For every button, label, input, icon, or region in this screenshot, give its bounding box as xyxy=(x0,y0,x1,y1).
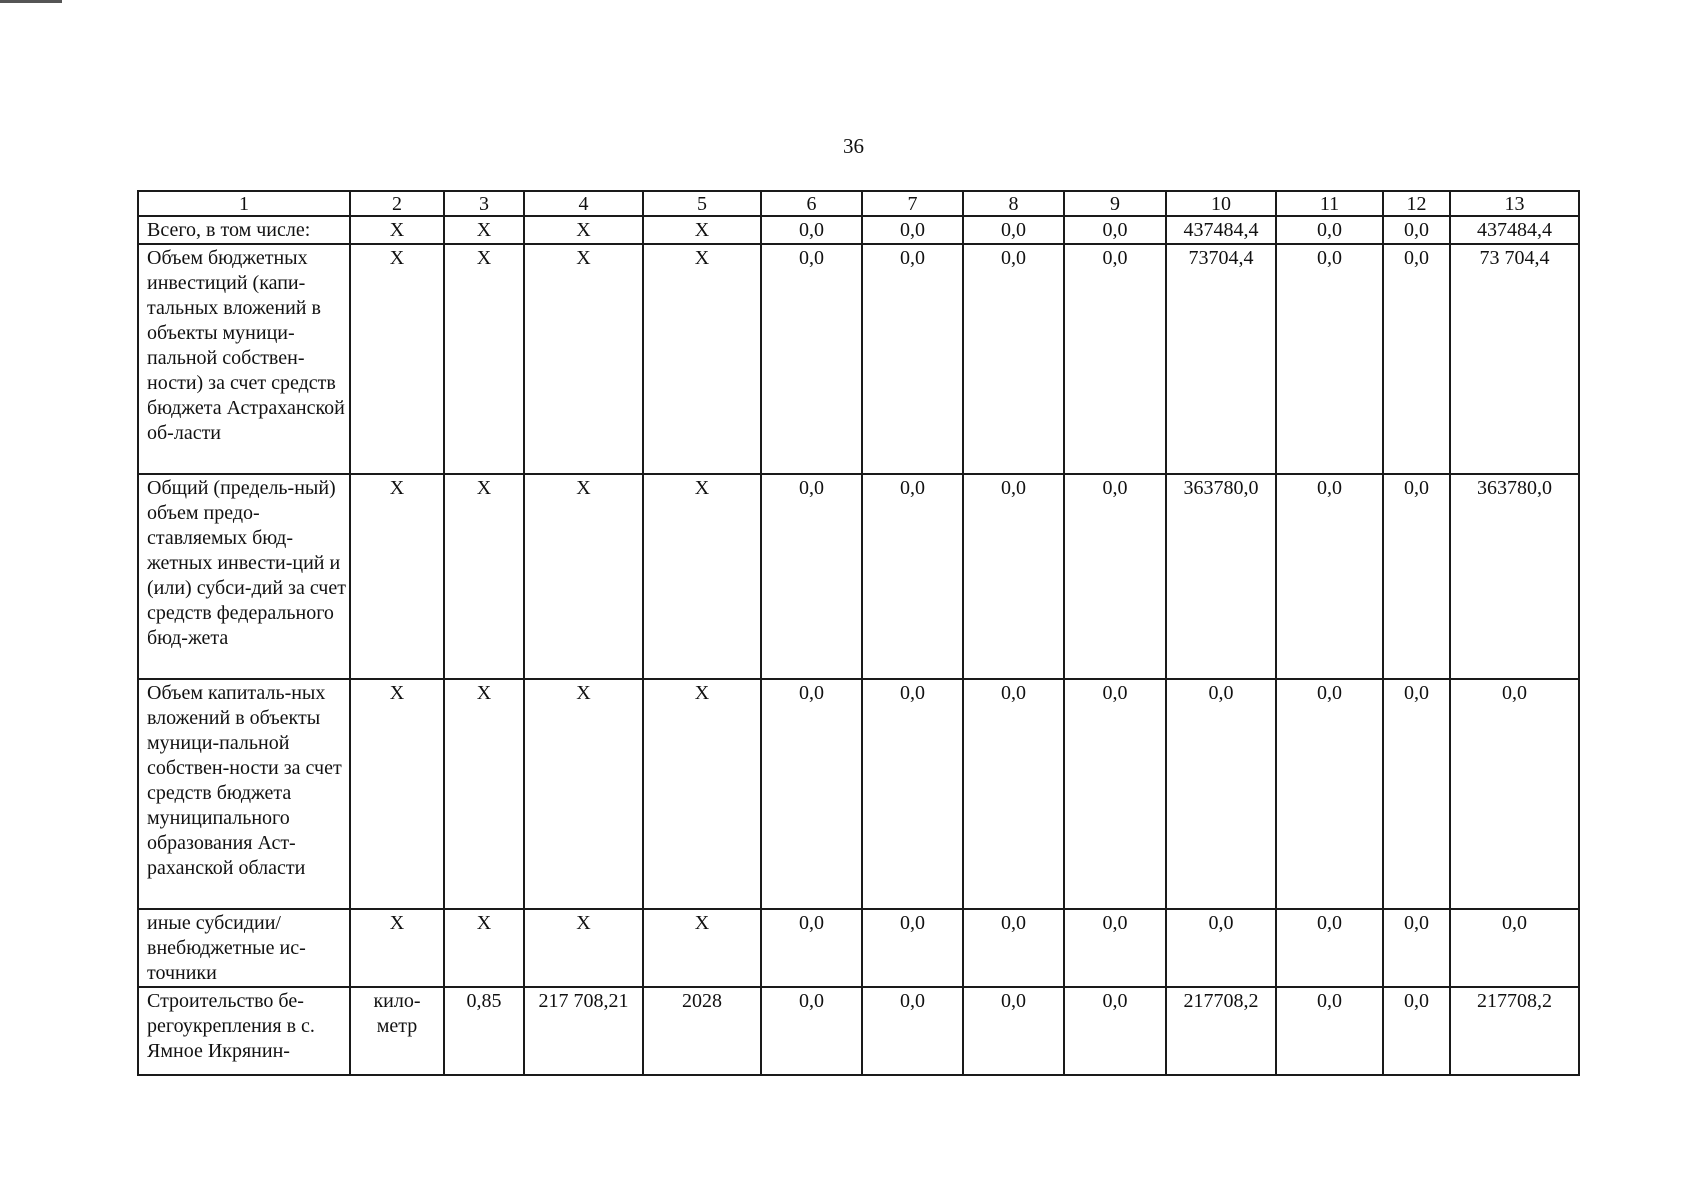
table-cell: 0,0 xyxy=(963,474,1064,679)
header-cell-7: 7 xyxy=(862,191,963,216)
table-cell: 217708,2 xyxy=(1450,987,1579,1075)
table-cell: 0,0 xyxy=(963,216,1064,244)
table-cell: Х xyxy=(643,244,761,474)
table-cell: 0,0 xyxy=(963,909,1064,987)
table-cell: 0,0 xyxy=(963,244,1064,474)
table-cell: 0,0 xyxy=(1064,679,1166,909)
header-cell-13: 13 xyxy=(1450,191,1579,216)
table-cell: 0,0 xyxy=(1276,216,1383,244)
row-description: Строительство бе-регоукрепления в с. Ямное Икрянин- xyxy=(138,987,350,1075)
table-cell: 0,85 xyxy=(444,987,524,1075)
table-row xyxy=(138,679,1579,909)
table-cell: 0,0 xyxy=(1064,216,1166,244)
table-row xyxy=(138,987,1579,1075)
header-cell-4: 4 xyxy=(524,191,643,216)
header-cell-2: 2 xyxy=(350,191,444,216)
table-cell: 0,0 xyxy=(1064,244,1166,474)
table-cell: Х xyxy=(643,909,761,987)
table-cell: 0,0 xyxy=(963,679,1064,909)
table-cell: Х xyxy=(444,474,524,679)
table-cell: 0,0 xyxy=(761,987,862,1075)
table-cell: 0,0 xyxy=(1064,987,1166,1075)
budget-table xyxy=(137,190,1580,1076)
table-cell: 0,0 xyxy=(1383,216,1450,244)
table-body xyxy=(138,191,1579,1075)
table-cell: Х xyxy=(524,216,643,244)
table-cell: 0,0 xyxy=(1064,474,1166,679)
table-row xyxy=(138,474,1579,679)
table-cell: Х xyxy=(524,909,643,987)
header-cell-9: 9 xyxy=(1064,191,1166,216)
table-cell: 2028 xyxy=(643,987,761,1075)
table-cell: Х xyxy=(524,679,643,909)
table-cell: 217 708,21 xyxy=(524,987,643,1075)
table-cell: Х xyxy=(444,216,524,244)
scan-edge-mark xyxy=(0,0,62,3)
table-cell: 437484,4 xyxy=(1166,216,1276,244)
row-description: Всего, в том числе: xyxy=(138,216,350,244)
table-cell: 0,0 xyxy=(1383,679,1450,909)
table-cell: Х xyxy=(643,679,761,909)
header-cell-12: 12 xyxy=(1383,191,1450,216)
table-cell: 0,0 xyxy=(862,987,963,1075)
table-cell: 73 704,4 xyxy=(1450,244,1579,474)
table-cell: 437484,4 xyxy=(1450,216,1579,244)
table-cell: 0,0 xyxy=(963,987,1064,1075)
table-cell: 0,0 xyxy=(1166,909,1276,987)
table-cell: 217708,2 xyxy=(1166,987,1276,1075)
table-cell: 0,0 xyxy=(1276,474,1383,679)
table-cell: 0,0 xyxy=(761,244,862,474)
table-row xyxy=(138,216,1579,244)
table-cell: 0,0 xyxy=(761,679,862,909)
table-cell: Х xyxy=(350,216,444,244)
header-cell-6: 6 xyxy=(761,191,862,216)
table-cell: 0,0 xyxy=(1276,679,1383,909)
table-cell: Х xyxy=(643,474,761,679)
table-row xyxy=(138,909,1579,987)
table-cell: 0,0 xyxy=(862,244,963,474)
header-row xyxy=(138,191,1579,216)
table-cell: 0,0 xyxy=(862,216,963,244)
header-cell-8: 8 xyxy=(963,191,1064,216)
table-cell: 0,0 xyxy=(761,216,862,244)
header-cell-3: 3 xyxy=(444,191,524,216)
table-cell: 0,0 xyxy=(862,474,963,679)
table-cell: 0,0 xyxy=(1383,987,1450,1075)
row-description: Объем бюджетных инвестиций (капи-тальных вложений в объекты муници-пальной собствен-ности) за счет средств бюджета Астраханской об-ласти xyxy=(138,244,350,474)
table-cell: Х xyxy=(350,474,444,679)
table-cell: Х xyxy=(444,244,524,474)
row-description: Объем капиталь-ных вложений в объекты муници-пальной собствен-ности за счет средств бюджета муниципального образования Аст-раханской области xyxy=(138,679,350,909)
table-cell: Х xyxy=(444,679,524,909)
table-cell: 363780,0 xyxy=(1450,474,1579,679)
table-cell: кило-метр xyxy=(350,987,444,1075)
table-cell: 0,0 xyxy=(1450,679,1579,909)
table-cell: Х xyxy=(350,244,444,474)
header-cell-5: 5 xyxy=(643,191,761,216)
table-cell: 0,0 xyxy=(1064,909,1166,987)
table-cell: 0,0 xyxy=(1166,679,1276,909)
table-cell: 0,0 xyxy=(1276,909,1383,987)
table-cell: 363780,0 xyxy=(1166,474,1276,679)
header-cell-11: 11 xyxy=(1276,191,1383,216)
table-cell: Х xyxy=(524,474,643,679)
table-cell: 0,0 xyxy=(1383,474,1450,679)
table-cell: 0,0 xyxy=(1450,909,1579,987)
header-cell-1: 1 xyxy=(138,191,350,216)
table-cell: 0,0 xyxy=(1383,909,1450,987)
table-cell: 0,0 xyxy=(1383,244,1450,474)
table-cell: Х xyxy=(350,909,444,987)
table-cell: Х xyxy=(524,244,643,474)
table-cell: Х xyxy=(350,679,444,909)
page-number: 36 xyxy=(843,134,864,158)
table-cell: 0,0 xyxy=(1276,244,1383,474)
table-cell: 73704,4 xyxy=(1166,244,1276,474)
header-cell-10: 10 xyxy=(1166,191,1276,216)
table-cell: Х xyxy=(444,909,524,987)
row-description: иные субсидии/ внебюджетные ис-точники xyxy=(138,909,350,987)
table-cell: 0,0 xyxy=(761,474,862,679)
table-row xyxy=(138,244,1579,474)
table-cell: 0,0 xyxy=(862,679,963,909)
table-cell: 0,0 xyxy=(761,909,862,987)
row-description: Общий (предель-ный) объем предо-ставляемых бюд-жетных инвести-ций и (или) субси-дий за счет средств федерального бюд-жета xyxy=(138,474,350,679)
table-cell: Х xyxy=(643,216,761,244)
table-cell: 0,0 xyxy=(862,909,963,987)
table-cell: 0,0 xyxy=(1276,987,1383,1075)
